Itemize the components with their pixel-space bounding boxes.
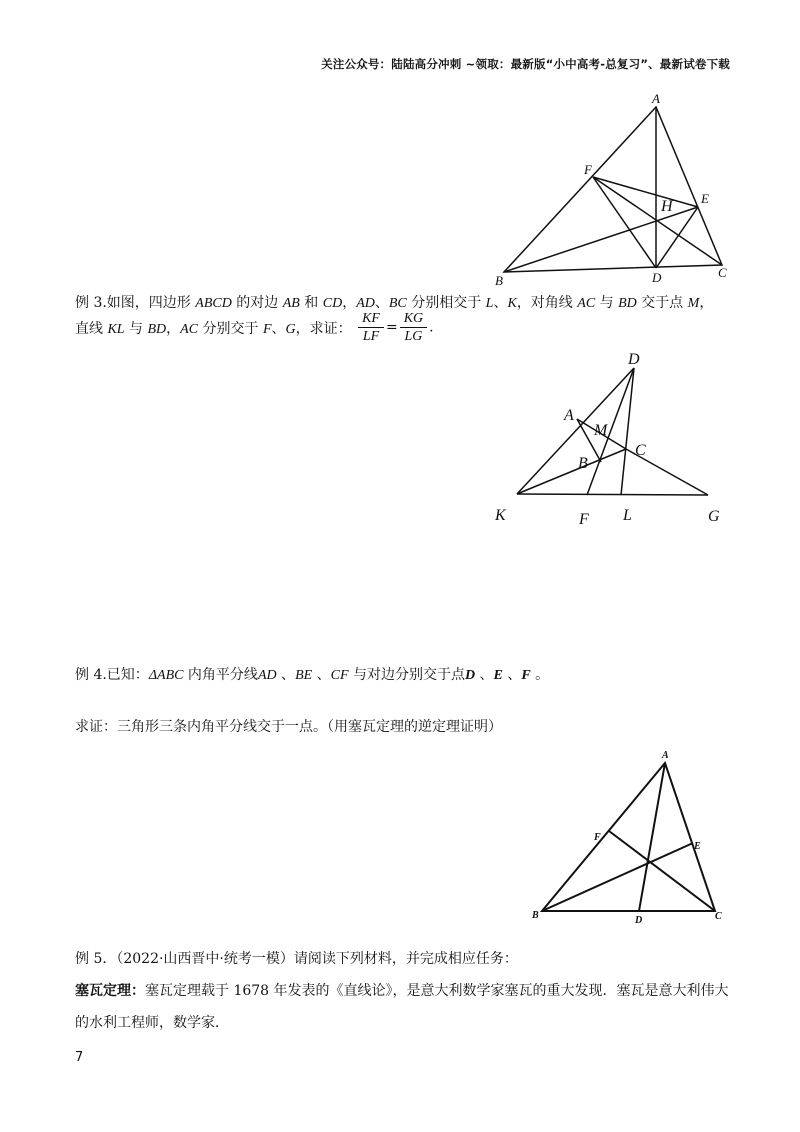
line-kg: [517, 494, 708, 495]
label-h: H: [661, 198, 673, 215]
label-d: D: [628, 351, 640, 368]
label-a: A: [564, 407, 574, 424]
label-a: A: [662, 750, 669, 761]
page-header: 关注公众号：陆陆高分冲刺 ~领取：最新版“小中高考-总复习”、最新试卷下载: [321, 57, 730, 71]
label-b: B: [578, 455, 588, 472]
label-e: E: [701, 191, 709, 206]
label-a: A: [652, 91, 660, 106]
example4-given: 例 4.已知：ΔABC 内角平分线AD 、BE 、CF 与对边分别交于点D 、E 、F 。: [75, 667, 550, 683]
label-k: K: [495, 507, 506, 524]
fraction-kf-lf: $\frac{KF}{LF}$: [358, 310, 384, 345]
example5-continuation: 的水利工程师，数学家．: [75, 1015, 229, 1031]
line-kd: [517, 368, 634, 494]
figure-angle-bisectors: [525, 745, 735, 930]
triangle-abc: [504, 107, 722, 272]
triangle-abc: [542, 763, 715, 911]
label-d: D: [635, 915, 643, 926]
segment-de: [656, 207, 698, 268]
theorem-label: 塞瓦定理：: [75, 983, 145, 999]
label-c: C: [715, 911, 722, 922]
label-f: F: [584, 162, 592, 177]
label-d: D: [652, 270, 662, 285]
label-f: F: [594, 832, 601, 843]
bisector-ad: [639, 763, 665, 911]
segment-fd: [593, 177, 656, 268]
page-number: 7: [75, 1050, 84, 1065]
figure-orthocenter-triangle: [490, 90, 740, 290]
example5-theorem: 塞瓦定理：塞瓦定理载于 1678 年发表的《直线论》，是意大利数学家塞瓦的重大发现．塞瓦是意大利伟大: [75, 983, 729, 999]
figure-complete-quadrilateral: [490, 350, 730, 530]
example3-line1: 例 3.如图，四边形 ABCD 的对边 AB 和 CD，AD、BC 分别相交于 L、K，对角线 AC 与 BD 交于点 M，: [75, 295, 714, 311]
example5-intro: 例 5．（2022·山西晋中·统考一模）请阅读下列材料，并完成相应任务：: [75, 951, 518, 967]
example3-line2: 直线 KL 与 BD，AC 分别交于 F、G，求证： $\frac{KF}{LF}$ = $\frac{KG}{LG}$ .: [75, 311, 434, 344]
label-c: C: [635, 442, 646, 459]
fraction-kg-lg: $\frac{KG}{LG}$: [400, 310, 427, 345]
label-e: E: [694, 841, 701, 852]
example4-prove: 求证：三角形三条内角平分线交于一点。（用塞瓦定理的逆定理证明）: [75, 719, 502, 735]
line-kc: [517, 449, 626, 494]
label-f: F: [579, 511, 589, 528]
segment-fe: [593, 177, 698, 207]
label-g: G: [708, 508, 720, 525]
label-l: L: [623, 507, 632, 524]
label-b: B: [532, 910, 539, 921]
label-b: B: [495, 273, 503, 288]
label-m: M: [594, 422, 608, 439]
label-c: C: [718, 265, 727, 280]
